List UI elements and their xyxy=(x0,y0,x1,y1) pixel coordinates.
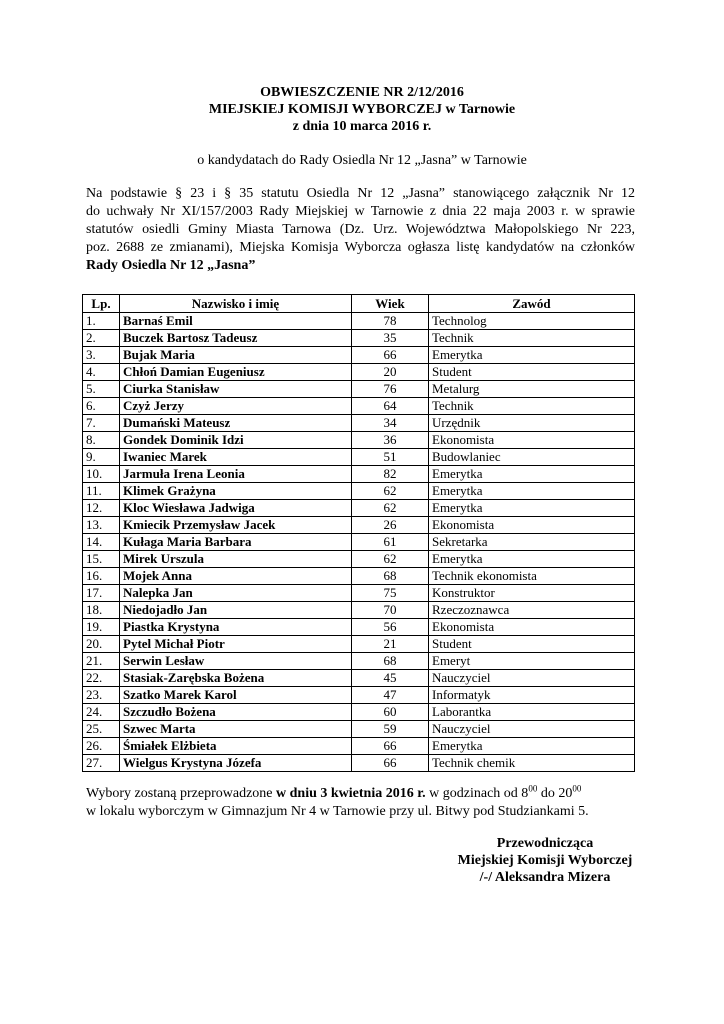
intro-line: poz. 2688 ze zmianami), Miejska Komisja Wyborcza ogłasza listę kandydatów na członków xyxy=(86,240,635,255)
cell-lp: 25. xyxy=(83,721,120,738)
cell-age: 35 xyxy=(352,330,429,347)
table-row xyxy=(83,670,635,687)
cell-job: Ekonomista xyxy=(429,432,635,449)
election-hours-end: do 20 xyxy=(537,786,573,801)
table-row xyxy=(83,602,635,619)
cell-name: Dumański Mateusz xyxy=(120,415,352,432)
cell-name: Kmiecik Przemysław Jacek xyxy=(120,517,352,534)
cell-age: 68 xyxy=(352,653,429,670)
cell-lp: 9. xyxy=(83,449,120,466)
candidates-table-body xyxy=(83,313,635,772)
cell-job: Emerytka xyxy=(429,466,635,483)
cell-job: Technolog xyxy=(429,313,635,330)
cell-name: Jarmuła Irena Leonia xyxy=(120,466,352,483)
election-info xyxy=(86,785,640,821)
intro-line: do uchwały Nr XI/157/2003 Rady Miejskiej w Tarnowie z dnia 22 maja 2003 r. w sprawie xyxy=(86,204,635,219)
cell-lp: 4. xyxy=(83,364,120,381)
cell-job: Emeryt xyxy=(429,653,635,670)
cell-lp: 6. xyxy=(83,398,120,415)
election-info-text: Wybory zostaną przeprowadzone xyxy=(86,786,277,801)
cell-job: Technik xyxy=(429,330,635,347)
cell-job: Emerytka xyxy=(429,347,635,364)
table-row xyxy=(83,347,635,364)
cell-age: 60 xyxy=(352,704,429,721)
election-date: w dniu 3 kwietnia 2016 r. xyxy=(276,786,426,801)
table-row xyxy=(83,313,635,330)
cell-lp: 8. xyxy=(83,432,120,449)
cell-name: Ciurka Stanisław xyxy=(120,381,352,398)
table-row xyxy=(83,449,635,466)
cell-name: Klimek Grażyna xyxy=(120,483,352,500)
header-job: Zawód xyxy=(429,295,635,313)
cell-name: Wielgus Krystyna Józefa xyxy=(120,755,352,772)
cell-lp: 15. xyxy=(83,551,120,568)
table-row xyxy=(83,568,635,585)
header-name: Nazwisko i imię xyxy=(120,295,352,313)
cell-age: 62 xyxy=(352,500,429,517)
announcement-date: z dnia 10 marca 2016 r. xyxy=(292,119,432,134)
cell-age: 51 xyxy=(352,449,429,466)
cell-job: Emerytka xyxy=(429,551,635,568)
cell-name: Chłoń Damian Eugeniusz xyxy=(120,364,352,381)
cell-lp: 11. xyxy=(83,483,120,500)
cell-lp: 14. xyxy=(83,534,120,551)
table-row xyxy=(83,466,635,483)
cell-age: 20 xyxy=(352,364,429,381)
cell-name: Czyż Jerzy xyxy=(120,398,352,415)
table-row xyxy=(83,619,635,636)
signature-name: /-/ Aleksandra Mizera xyxy=(479,870,611,885)
cell-job: Informatyk xyxy=(429,687,635,704)
cell-lp: 18. xyxy=(83,602,120,619)
cell-job: Technik xyxy=(429,398,635,415)
cell-name: Buczek Bartosz Tadeusz xyxy=(120,330,352,347)
cell-job: Student xyxy=(429,636,635,653)
cell-age: 66 xyxy=(352,738,429,755)
cell-job: Konstruktor xyxy=(429,585,635,602)
cell-job: Emerytka xyxy=(429,483,635,500)
cell-age: 21 xyxy=(352,636,429,653)
cell-name: Mojek Anna xyxy=(120,568,352,585)
cell-job: Rzeczoznawca xyxy=(429,602,635,619)
cell-name: Barnaś Emil xyxy=(120,313,352,330)
cell-age: 64 xyxy=(352,398,429,415)
hours-end-minutes: 00 xyxy=(572,783,582,794)
cell-age: 62 xyxy=(352,483,429,500)
table-row xyxy=(83,483,635,500)
election-hours-text: w godzinach od 8 xyxy=(425,786,529,801)
table-row xyxy=(83,330,635,347)
cell-age: 36 xyxy=(352,432,429,449)
cell-job: Nauczyciel xyxy=(429,670,635,687)
candidates-table xyxy=(82,294,635,772)
cell-job: Emerytka xyxy=(429,738,635,755)
cell-job: Laborantka xyxy=(429,704,635,721)
cell-lp: 10. xyxy=(83,466,120,483)
cell-age: 78 xyxy=(352,313,429,330)
election-info-line1 xyxy=(86,785,640,803)
table-row xyxy=(83,585,635,602)
cell-job: Student xyxy=(429,364,635,381)
cell-lp: 3. xyxy=(83,347,120,364)
cell-age: 56 xyxy=(352,619,429,636)
table-row xyxy=(83,364,635,381)
intro-line: Na podstawie § 23 i § 35 statutu Osiedla Nr 12 „Jasna” stanowiącego załącznik Nr 12 xyxy=(86,186,635,201)
table-row xyxy=(83,415,635,432)
cell-name: Szatko Marek Karol xyxy=(120,687,352,704)
cell-lp: 7. xyxy=(83,415,120,432)
table-row xyxy=(83,687,635,704)
cell-job: Sekretarka xyxy=(429,534,635,551)
hours-start-minutes: 00 xyxy=(528,783,538,794)
table-row xyxy=(83,551,635,568)
header-age: Wiek xyxy=(352,295,429,313)
signature-block xyxy=(430,835,660,886)
cell-lp: 21. xyxy=(83,653,120,670)
cell-age: 45 xyxy=(352,670,429,687)
cell-name: Szczudło Bożena xyxy=(120,704,352,721)
cell-job: Technik chemik xyxy=(429,755,635,772)
cell-lp: 24. xyxy=(83,704,120,721)
table-row xyxy=(83,500,635,517)
cell-name: Gondek Dominik Idzi xyxy=(120,432,352,449)
announcement-title: OBWIESZCZENIE NR 2/12/2016 xyxy=(260,85,464,100)
cell-job: Nauczyciel xyxy=(429,721,635,738)
cell-lp: 12. xyxy=(83,500,120,517)
signature-commission: Miejskiej Komisji Wyborczej xyxy=(457,853,633,868)
election-location: w lokalu wyborczym w Gimnazjum Nr 4 w Tarnowie przy ul. Bitwy pod Studziankami 5. xyxy=(86,804,589,819)
table-row xyxy=(83,653,635,670)
cell-lp: 1. xyxy=(83,313,120,330)
cell-age: 82 xyxy=(352,466,429,483)
cell-job: Ekonomista xyxy=(429,619,635,636)
cell-age: 61 xyxy=(352,534,429,551)
table-row xyxy=(83,398,635,415)
cell-name: Bujak Maria xyxy=(120,347,352,364)
cell-job: Technik ekonomista xyxy=(429,568,635,585)
cell-age: 75 xyxy=(352,585,429,602)
table-row xyxy=(83,721,635,738)
cell-age: 66 xyxy=(352,755,429,772)
cell-lp: 27. xyxy=(83,755,120,772)
cell-name: Stasiak-Zarębska Bożena xyxy=(120,670,352,687)
cell-age: 76 xyxy=(352,381,429,398)
cell-job: Budowlaniec xyxy=(429,449,635,466)
cell-lp: 17. xyxy=(83,585,120,602)
cell-age: 68 xyxy=(352,568,429,585)
table-row xyxy=(83,636,635,653)
cell-lp: 19. xyxy=(83,619,120,636)
table-header-row xyxy=(83,295,635,313)
cell-name: Kloc Wiesława Jadwiga xyxy=(120,500,352,517)
cell-name: Mirek Urszula xyxy=(120,551,352,568)
cell-lp: 22. xyxy=(83,670,120,687)
intro-paragraph xyxy=(86,185,635,275)
cell-lp: 5. xyxy=(83,381,120,398)
commission-name: MIEJSKIEJ KOMISJI WYBORCZEJ w Tarnowie xyxy=(208,102,516,117)
cell-job: Emerytka xyxy=(429,500,635,517)
cell-lp: 16. xyxy=(83,568,120,585)
cell-job: Metalurg xyxy=(429,381,635,398)
table-row xyxy=(83,704,635,721)
announcement-subtitle: o kandydatach do Rady Osiedla Nr 12 „Jasna” w Tarnowie xyxy=(197,153,527,168)
cell-name: Kułaga Maria Barbara xyxy=(120,534,352,551)
cell-lp: 20. xyxy=(83,636,120,653)
intro-council-name: Rady Osiedla Nr 12 „Jasna” xyxy=(86,258,256,273)
table-row xyxy=(83,381,635,398)
cell-name: Serwin Lesław xyxy=(120,653,352,670)
cell-age: 62 xyxy=(352,551,429,568)
signature-role: Przewodnicząca xyxy=(496,836,594,851)
cell-name: Pytel Michał Piotr xyxy=(120,636,352,653)
cell-name: Iwaniec Marek xyxy=(120,449,352,466)
cell-name: Śmiałek Elżbieta xyxy=(120,738,352,755)
cell-name: Piastka Krystyna xyxy=(120,619,352,636)
header-lp: Lp. xyxy=(83,295,120,313)
announcement-header xyxy=(0,84,724,135)
cell-age: 59 xyxy=(352,721,429,738)
cell-age: 47 xyxy=(352,687,429,704)
intro-line: statutów osiedli Gminy Miasta Tarnowa (Dz. Urz. Województwa Małopolskiego Nr 223, xyxy=(86,222,635,237)
cell-name: Szwec Marta xyxy=(120,721,352,738)
table-row xyxy=(83,432,635,449)
table-row xyxy=(83,738,635,755)
cell-age: 70 xyxy=(352,602,429,619)
cell-age: 66 xyxy=(352,347,429,364)
cell-job: Urzędnik xyxy=(429,415,635,432)
cell-lp: 2. xyxy=(83,330,120,347)
table-row xyxy=(83,534,635,551)
table-row xyxy=(83,517,635,534)
cell-job: Ekonomista xyxy=(429,517,635,534)
cell-lp: 26. xyxy=(83,738,120,755)
cell-age: 34 xyxy=(352,415,429,432)
cell-lp: 23. xyxy=(83,687,120,704)
cell-name: Niedojadło Jan xyxy=(120,602,352,619)
table-row xyxy=(83,755,635,772)
cell-name: Nalepka Jan xyxy=(120,585,352,602)
cell-age: 26 xyxy=(352,517,429,534)
cell-lp: 13. xyxy=(83,517,120,534)
